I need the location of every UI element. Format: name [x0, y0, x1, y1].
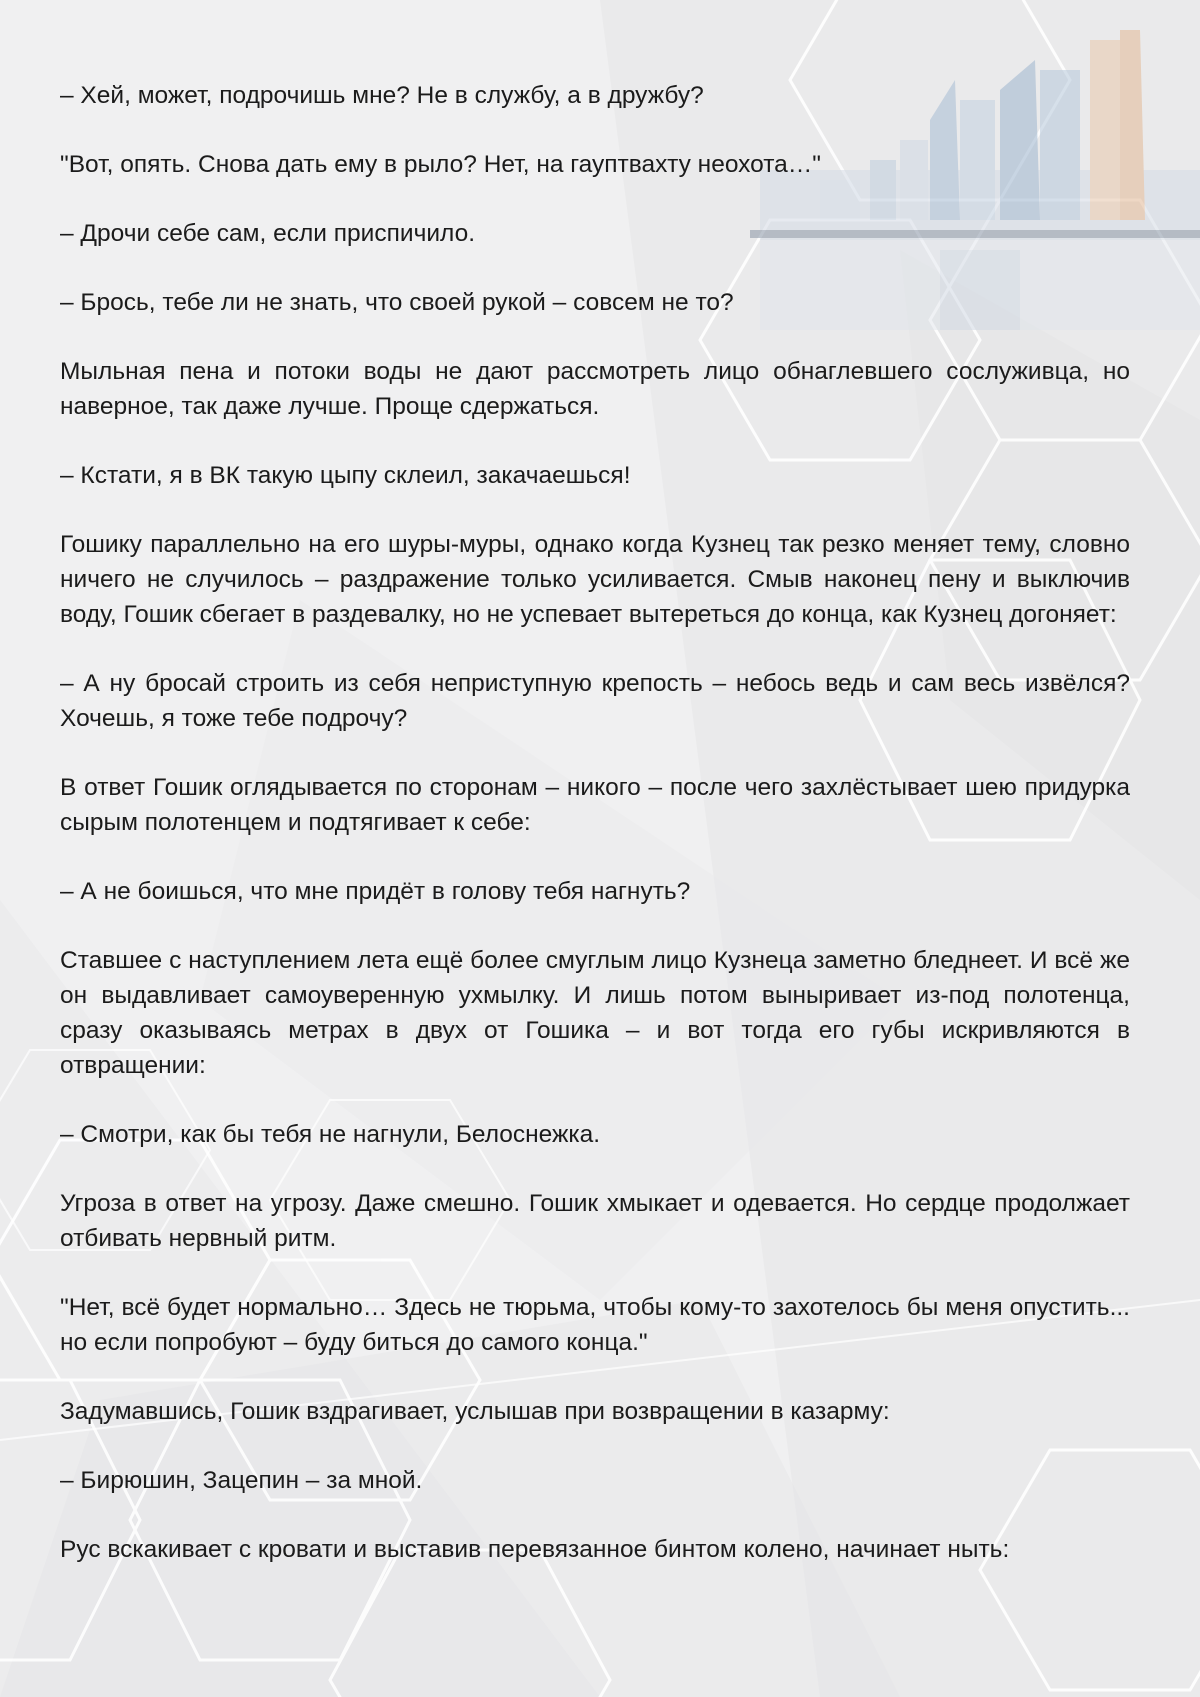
paragraph: – Хей, может, подрочишь мне? Не в службу, а в дружбу?: [60, 82, 704, 109]
paragraph: – А не боишься, что мне придёт в голову тебя нагнуть?: [60, 878, 691, 905]
paragraph: – Кстати, я в ВК такую цыпу склеил, закачаешься!: [60, 462, 631, 489]
paragraph: Ставшее с наступлением лета ещё более смуглым лицо Кузнеца заметно бледнеет. И всё же он выдавливает самоуверенную ухмылку. И лишь потом выныривает из-под полотенца, сразу оказываясь метрах в двух от Гошика – и вот тогда его губы искривляются в отвращении:: [60, 947, 1130, 1079]
paragraph: "Нет, всё будет нормально… Здесь не тюрьма, чтобы кому-то захотелось бы меня опустить... но если попробуют – буду биться до самого конца.": [60, 1294, 1130, 1356]
paragraph: – Брось, тебе ли не знать, что своей рукой – совсем не то?: [60, 289, 734, 316]
paragraph: Мыльная пена и потоки воды не дают рассмотреть лицо обнаглевшего сослуживца, но наверное, так даже лучше. Проще сдержаться.: [60, 358, 1130, 420]
paragraph: Угроза в ответ на угрозу. Даже смешно. Гошик хмыкает и одевается. Но сердце продолжает отбивать нервный ритм.: [60, 1190, 1130, 1252]
paragraph: Задумавшись, Гошик вздрагивает, услышав при возвращении в казарму:: [60, 1398, 890, 1425]
paragraph: – А ну бросай строить из себя неприступную крепость – небось ведь и сам весь извёлся? Хочешь, я тоже тебе подрочу?: [60, 670, 1130, 732]
paragraph: В ответ Гошик оглядывается по сторонам – никого – после чего захлёстывает шею придурка сырым полотенцем и подтягивает к себе:: [60, 774, 1130, 836]
paragraph: "Вот, опять. Снова дать ему в рыло? Нет, на гауптвахту неохота…": [60, 151, 821, 178]
paragraph: – Бирюшин, Зацепин – за мной.: [60, 1467, 423, 1494]
paragraph: – Дрочи себе сам, если приспичило.: [60, 220, 476, 247]
paragraph: – Смотри, как бы тебя не нагнули, Белоснежка.: [60, 1121, 601, 1148]
paragraph: Рус вскакивает с кровати и выставив перевязанное бинтом колено, начинает ныть:: [60, 1536, 1010, 1563]
paragraph: Гошику параллельно на его шуры-муры, однако когда Кузнец так резко меняет тему, словно ничего не случилось – раздражение только усиливается. Смыв наконец пену и выключив воду, Гошик сбегает в раздевалку, но не успевает вытереться до конца, как Кузнец догоняет:: [60, 531, 1130, 628]
document-body: [60, 78, 1130, 1601]
